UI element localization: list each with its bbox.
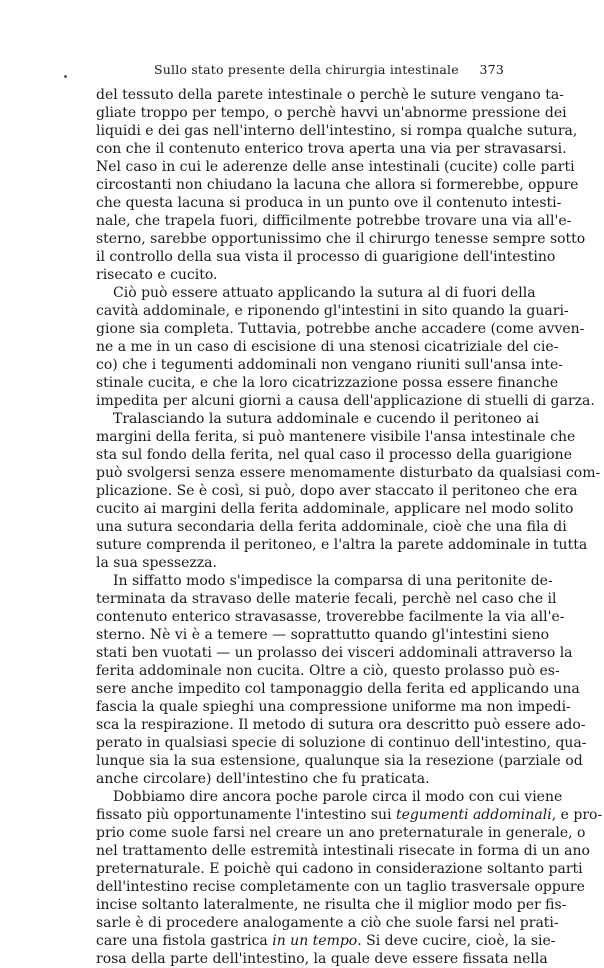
text-line: preternaturale. E poichè qui cadono in considerazione soltanto parti	[96, 861, 583, 877]
text-line: stinale cucita, e che la loro cicatrizzazione possa essere finanche	[96, 375, 559, 391]
text-span: , e pro-	[551, 807, 603, 823]
text-line: del tessuto della parete intestinale o perchè le suture vengano ta-	[96, 87, 564, 103]
text-line: impedita per alcuni giorni a causa dell'applicazione di stuelli di garza.	[96, 393, 595, 409]
text-line: sta sul fondo della ferita, nel qual caso il processo della guarigione	[96, 447, 572, 463]
text-line: Nel caso in cui le aderenze delle anse intestinali (cucite) colle parti	[96, 159, 575, 175]
text-span: care una fistola gastrica	[96, 933, 273, 949]
text-line: dell'intestino recise completamente con un taglio trasversale oppure	[96, 879, 585, 895]
page-number: 373	[479, 62, 504, 77]
text-line: nel trattamento delle estremità intestinali risecate in forma di un ano	[96, 843, 590, 859]
text-line: sterno. Nè vi è a temere — soprattutto quando gl'intestini sieno	[96, 627, 550, 643]
text-line: con che il contenuto enterico trova aperta una via per stravasarsi.	[96, 141, 567, 157]
text-line: anche circolare) dell'intestino che fu praticata.	[96, 771, 430, 787]
text-line: nale, che trapela fuori, difficilmente potrebbe trovare una via all'e-	[96, 213, 572, 229]
text-line: che questa lacuna si produca in un punto ove il contenuto intesti-	[96, 195, 562, 211]
text-line: il controllo della sua vista il processo di guarigione dell'intestino	[96, 249, 556, 265]
text-line: ne a me in un caso di escisione di una stenosi cicatriziale del cie-	[96, 339, 559, 355]
text-line: circostanti non chiudano la lacuna che allora si formerebbe, oppure	[96, 177, 579, 193]
text-line: terminata da stravaso delle materie fecali, perchè nel caso che il	[96, 591, 557, 607]
text-line	[96, 932, 556, 950]
text-line: ferita addominale non cucita. Oltre a ciò, questo prolasso può es-	[96, 663, 560, 679]
text-line: co) che i tegumenti addominali non vengano riuniti sull'ansa inte-	[96, 357, 563, 373]
text-line: una sutura secondaria della ferita addominale, cioè che una fila di	[96, 519, 567, 535]
text-line: gliate troppo per tempo, o perchè havvi un'abnorme pressione dei	[96, 105, 567, 121]
text-line: perato in qualsiasi specie di soluzione di continuo dell'intestino, qua-	[96, 735, 587, 751]
running-header	[96, 62, 504, 80]
running-title: Sullo stato presente della chirurgia intestinale	[154, 62, 459, 77]
text-line: cucito ai margini della ferita addominale, applicare nel modo solito	[96, 501, 574, 517]
text-line: lunque sia la sua estensione, qualunque sia la resezione (parziale od	[96, 753, 583, 769]
text-line: gione sia completa. Tuttavia, potrebbe anche accadere (come avven-	[96, 321, 585, 337]
text-line: sca la respirazione. Il metodo di sutura ora descritto può essere ado-	[96, 717, 586, 733]
print-speck	[64, 75, 67, 78]
text-line: sterno, sarebbe opportunissimo che il chirurgo tenesse sempre sotto	[96, 231, 586, 247]
text-span: fissato più opportunamente l'intestino sui	[96, 807, 396, 823]
italic-phrase: tegumenti addominali	[395, 807, 552, 823]
text-line: rosa della parte dell'intestino, la quale deve essere fissata nella	[96, 951, 548, 967]
text-line: margini della ferita, si può mantenere visibile l'ansa intestinale che	[96, 429, 576, 445]
text-line: sere anche impedito col tamponaggio della ferita ed applicando una	[96, 681, 580, 697]
text-line: suture comprenda il peritoneo, e l'altra la parete addominale in tutta	[96, 537, 588, 553]
text-line: plicazione. Se è così, si può, dopo aver staccato il peritoneo che era	[96, 483, 578, 499]
text-line: Ciò può essere attuato applicando la sutura al di fuori della	[113, 285, 536, 301]
text-line: cavità addominale, e riponendo gl'intestini in sito quando la guari-	[96, 303, 569, 319]
body-text	[96, 86, 603, 968]
text-line: In siffatto modo s'impedisce la comparsa di una peritonite de-	[113, 573, 553, 589]
text-line: la sua spessezza.	[96, 555, 217, 571]
text-line: Tralasciando la sutura addominale e cucendo il peritoneo ai	[113, 411, 540, 427]
text-line: sarle è di procedere analogamente a ciò che suole farsi nel prati-	[96, 915, 559, 931]
italic-phrase: in un tempo	[272, 933, 358, 949]
text-line: può svolgersi senza essere menomamente disturbato da qualsiasi com-	[96, 465, 601, 481]
text-line: fascia la quale spieghi una compressione uniforme ma non impedi-	[96, 699, 571, 715]
text-line: liquidi e dei gas nell'interno dell'intestino, si rompa qualche sutura,	[96, 123, 578, 139]
text-line: Dobbiamo dire ancora poche parole circa il modo con cui viene	[113, 789, 563, 805]
text-line: incise soltanto lateralmente, ne risulta che il miglior modo per fis-	[96, 897, 567, 913]
text-line: stati ben vuotati — un prolasso dei visceri addominali attraverso la	[96, 645, 573, 661]
text-line: risecato e cucito.	[96, 267, 218, 283]
text-line: contenuto enterico stravasasse, troverebbe facilmente la via all'e-	[96, 609, 565, 625]
text-line	[96, 806, 603, 824]
text-span: . Si deve cucire, cioè, la sie-	[357, 933, 556, 949]
text-line: prio come suole farsi nel creare un ano preternaturale in generale, o	[96, 825, 586, 841]
